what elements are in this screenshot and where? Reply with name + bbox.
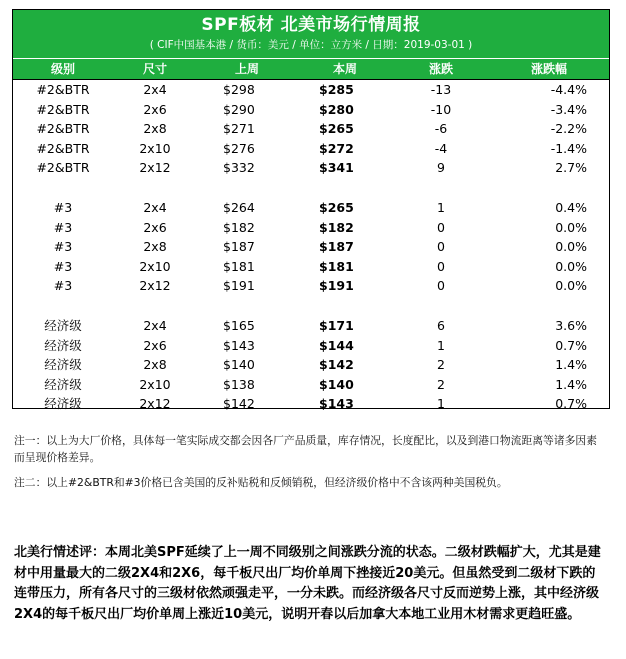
cell-this-week: $272 [319, 140, 354, 156]
cell-grade: 经济级 [44, 357, 82, 373]
table-row [13, 80, 609, 100]
report-title-band [13, 10, 609, 59]
cell-this-week: $142 [319, 357, 354, 373]
table-row [13, 355, 609, 375]
cell-grade: #3 [53, 199, 73, 215]
cell-change: 2 [437, 357, 445, 373]
cell-last-week: $143 [223, 337, 255, 353]
cell-change: 0 [437, 219, 445, 235]
table-row [13, 237, 609, 257]
cell-change-pct: -4.4% [550, 82, 587, 97]
cell-change-pct: 0.4% [555, 199, 587, 215]
cell-last-week: $182 [223, 219, 255, 235]
cell-last-week: $276 [223, 140, 255, 156]
cell-size: 2x10 [139, 140, 171, 156]
cell-change: -13 [430, 82, 452, 97]
cell-last-week: $191 [223, 278, 255, 294]
cell-grade: #3 [53, 258, 73, 274]
cell-change-pct: 0.0% [555, 258, 587, 274]
cell-size: 2x8 [143, 357, 167, 373]
cell-this-week: $182 [319, 219, 354, 235]
cell-change: -10 [430, 101, 452, 117]
cell-last-week: $142 [223, 396, 255, 412]
cell-change-pct: 2.7% [555, 160, 587, 176]
cell-size: 2x4 [143, 317, 167, 333]
table-row [13, 119, 609, 139]
cell-grade: #3 [53, 239, 73, 255]
cell-last-week: $138 [223, 376, 255, 392]
cell-size: 2x4 [143, 82, 167, 97]
cell-size: 2x6 [143, 101, 167, 117]
table-row [13, 198, 609, 218]
cell-change-pct: 0.0% [555, 278, 587, 294]
cell-this-week: $341 [319, 160, 354, 176]
cell-last-week: $187 [223, 239, 255, 255]
cell-size: 2x8 [143, 239, 167, 255]
cell-change-pct: 1.4% [555, 357, 587, 373]
cell-change-pct: -3.4% [550, 101, 587, 117]
cell-last-week: $165 [223, 317, 255, 333]
table-row [13, 257, 609, 277]
cell-grade: #2&BTR [36, 160, 90, 176]
cell-size: 2x8 [143, 121, 167, 137]
cell-change: 1 [437, 199, 445, 215]
cell-size: 2x10 [139, 258, 171, 274]
table-body [13, 80, 609, 414]
group-spacer [13, 296, 609, 316]
cell-grade: 经济级 [44, 337, 82, 353]
header-this-week: 本周 [332, 62, 357, 76]
cell-last-week: $181 [223, 258, 255, 274]
cell-change: 0 [437, 278, 445, 294]
table-row [13, 100, 609, 120]
cell-grade: 经济级 [44, 376, 82, 392]
note-two: 注二：以上#2&BTR和#3价格已含美国的反补贴税和反倾销税，但经济级价格中不含该两种美国税负。 [14, 476, 508, 489]
cell-change: 0 [437, 258, 445, 274]
table-header [13, 59, 609, 80]
cell-this-week: $191 [319, 278, 354, 294]
cell-change-pct: 0.0% [555, 219, 587, 235]
cell-change: -6 [434, 121, 448, 137]
cell-last-week: $264 [223, 199, 255, 215]
cell-change-pct: 0.7% [555, 337, 587, 353]
cell-size: 2x6 [143, 337, 167, 353]
header-size: 尺寸 [142, 62, 167, 76]
cell-last-week: $332 [223, 160, 255, 176]
table-row [13, 218, 609, 238]
table-row [13, 336, 609, 356]
cell-last-week: $298 [223, 82, 255, 97]
cell-size: 2x12 [139, 160, 171, 176]
cell-this-week: $171 [319, 317, 354, 333]
cell-change: 1 [437, 396, 445, 412]
header-change: 涨跌 [428, 62, 453, 76]
cell-this-week: $285 [319, 82, 354, 97]
cell-change-pct: 1.4% [555, 376, 587, 392]
cell-change: -4 [434, 140, 448, 156]
cell-change-pct: -1.4% [550, 140, 587, 156]
table-row [13, 139, 609, 159]
cell-grade: #2&BTR [36, 121, 90, 137]
header-grade: 级别 [50, 62, 75, 76]
table-row [13, 394, 609, 414]
header-last-week: 上周 [234, 62, 259, 76]
table-row [13, 375, 609, 395]
note-one: 注一：以上为大厂价格，具体每一笔实际成交都会因各厂产品质量，库存情况，长度配比，以及到港口物流距离等诸多因素而呈现价格差异。 [14, 434, 598, 464]
price-report-table [12, 9, 610, 412]
cell-this-week: $280 [319, 101, 354, 117]
cell-grade: #2&BTR [36, 101, 90, 117]
cell-grade: #3 [53, 278, 73, 294]
cell-this-week: $181 [319, 258, 354, 274]
cell-this-week: $187 [319, 239, 354, 255]
cell-last-week: $140 [223, 357, 255, 373]
cell-change: 2 [437, 376, 445, 392]
cell-last-week: $290 [223, 101, 255, 117]
cell-size: 2x6 [143, 219, 167, 235]
cell-size: 2x4 [143, 199, 167, 215]
cell-this-week: $265 [319, 121, 354, 137]
table-row [13, 158, 609, 178]
cell-grade: #2&BTR [36, 82, 90, 97]
report-title: SPF板材 北美市场行情周报 [201, 15, 421, 35]
header-change-pct: 涨跌幅 [530, 62, 567, 76]
cell-grade: 经济级 [44, 317, 82, 333]
cell-change: 6 [437, 317, 445, 333]
table-row [13, 316, 609, 336]
cell-size: 2x12 [139, 278, 171, 294]
cell-grade: 经济级 [44, 396, 82, 412]
cell-this-week: $265 [319, 199, 354, 215]
cell-change-pct: 0.7% [555, 396, 587, 412]
cell-change: 0 [437, 239, 445, 255]
cell-change-pct: -2.2% [550, 121, 587, 137]
cell-grade: #3 [53, 219, 73, 235]
cell-change-pct: 0.0% [555, 239, 587, 255]
cell-change-pct: 3.6% [555, 317, 587, 333]
market-commentary: 北美行情述评：本周北美SPF延续了上一周不同级别之间涨跌分流的状态。二级材跌幅扩大，尤其是建材中用量最大的二级2X4和2X6，每千板尺出厂均价单周下挫接近20美元。但虽然受到二级材下跌的连带压力，所有各尺寸的三级材依然顽强走平，一分未跌。而经济级各尺寸反而逆势上涨，其中经济级2X4的每千板尺出厂均价单周上涨近10美元，说明开春以后加拿大本地工业用木材需求更趋旺盛。 [14, 545, 601, 622]
cell-this-week: $143 [319, 396, 354, 412]
cell-this-week: $144 [319, 337, 354, 353]
report-subtitle: ( CIF中国基本港 / 货币：美元 / 单位：立方米 / 日期：2019-03-01 ) [149, 39, 473, 51]
cell-change: 1 [437, 337, 445, 353]
cell-this-week: $140 [319, 376, 354, 392]
cell-last-week: $271 [223, 121, 255, 137]
cell-change: 9 [437, 160, 445, 176]
cell-size: 2x10 [139, 376, 171, 392]
group-spacer [13, 178, 609, 198]
cell-size: 2x12 [139, 396, 171, 412]
table-row [13, 276, 609, 296]
cell-grade: #2&BTR [36, 140, 90, 156]
